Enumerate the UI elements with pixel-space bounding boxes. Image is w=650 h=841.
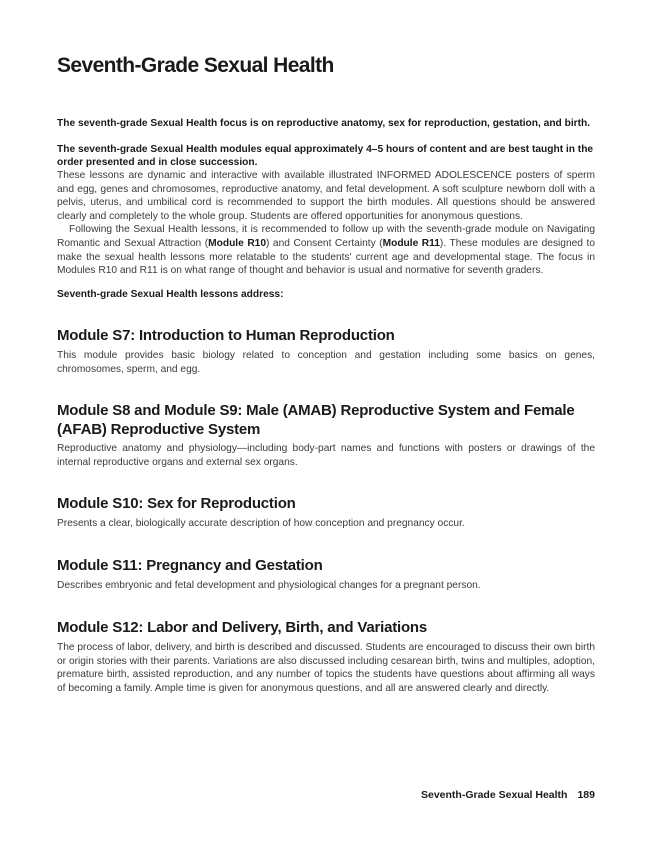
module-description: Describes embryonic and fetal development and physiological changes for a pregnant person. (57, 580, 481, 591)
module-heading: Module S10: Sex for Reproduction (57, 495, 296, 512)
page-number: 189 (577, 789, 595, 801)
module-description: The process of labor, delivery, and birth is described and discussed. Students are encouraged to discuss their own birth or origin stories with their parents. Variations are also discussed including cesarean birth, twins and multiples, adoption, premature birth, assisted reproduction, and any number of topics the students have questions about affirming all ways of becoming a family. Ample time is given for anonymous questions, and all are answered clearly and directly. (57, 642, 595, 694)
module-heading: Module S7: Introduction to Human Reproduction (57, 327, 395, 344)
page-title: Seventh-Grade Sexual Health (57, 54, 334, 77)
module-description: Reproductive anatomy and physiology—including body-part names and functions with posters or drawings of the internal reproductive organs and external sex organs. (57, 443, 595, 468)
duration-statement: The seventh-grade Sexual Health modules equal approximately 4–5 hours of content and are best taught in the order presented and in close succession. (57, 144, 594, 169)
followup-paragraph (57, 223, 595, 277)
followup-text-2: ) and Consent Certainty ( (266, 237, 383, 249)
module-r11-ref: Module R11 (382, 237, 440, 249)
focus-statement: The seventh-grade Sexual Health focus is on reproductive anatomy, sex for reproduction, gestation, and birth. (57, 118, 591, 129)
module-heading: Module S11: Pregnancy and Gestation (57, 557, 323, 574)
module-heading: Module S8 and Module S9: Male (AMAB) Reproductive System and Female (AFAB) Reproductive System (57, 402, 575, 438)
followup-text-1: Following the Sexual Health lessons, it is recommended to follow up with the seventh-grade module on Navigating Romantic and Sexual Attraction ( (57, 224, 595, 249)
intro-body (57, 169, 595, 278)
module-description: Presents a clear, biologically accurate description of how conception and pregnancy occur. (57, 518, 465, 529)
module-heading: Module S12: Labor and Delivery, Birth, and Variations (57, 619, 428, 636)
intro-paragraph: These lessons are dynamic and interactive with available illustrated INFORMED ADOLESCENCE posters of sperm and egg, genes and chromosomes, reproductive anatomy, and fetal development. A soft sculpture newborn doll with a pelvis, uterus, and umbilical cord is recommended to support the birth modules. All questions should be answered clearly and completely to the whole group. Students are offered opportunities for anonymous questions. (57, 170, 595, 222)
followup-text-3: ). These modules are designed to make the sexual health lessons more relatable to the students' current age and developmental stage. The focus in Modules R10 and R11 is on what range of thought and behavior is usual and normative for seventh graders. (57, 237, 595, 277)
page-footer (421, 789, 595, 801)
running-title: Seventh-Grade Sexual Health (421, 789, 568, 801)
module-r10-ref: Module R10 (208, 237, 267, 249)
lessons-address-label: Seventh-grade Sexual Health lessons address: (57, 289, 284, 300)
module-description: This module provides basic biology related to conception and gestation including some basics on genes, chromosomes, sperm, and egg. (57, 350, 595, 375)
